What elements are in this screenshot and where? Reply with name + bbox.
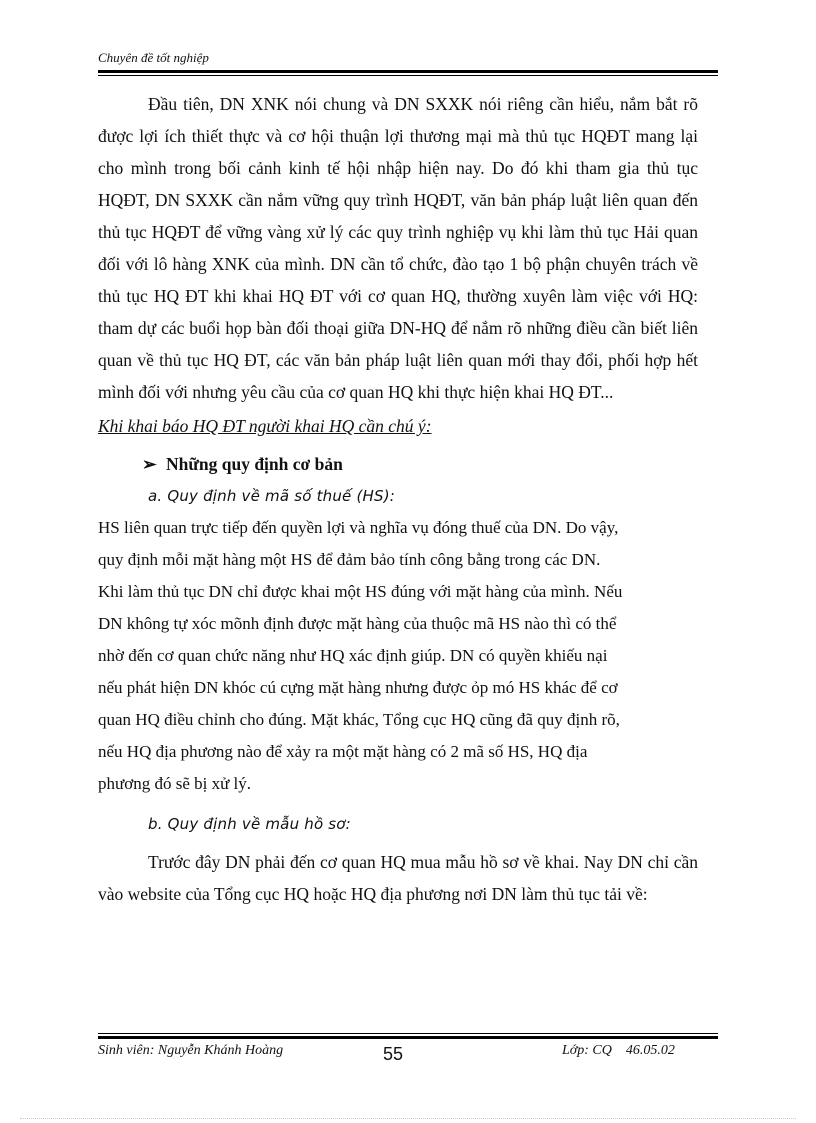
page-number: 55 bbox=[383, 1044, 404, 1064]
header-rule bbox=[98, 70, 718, 76]
note-heading: Khi khai báo HQ ĐT người khai HQ cần chú ý: bbox=[98, 416, 432, 436]
section-a-line: quy định mỗi mặt hàng một HS để đảm bảo tính công bằng trong các DN. bbox=[98, 550, 601, 569]
section-a-line: phương đó sẽ bị xử lý. bbox=[98, 774, 252, 793]
section-a-line: nhờ đến cơ quan chức năng như HQ xác định giúp. DN có quyền khiếu nại bbox=[98, 646, 608, 665]
section-a-line: HS liên quan trực tiếp đến quyền lợi và nghĩa vụ đóng thuế của DN. Do vậy, bbox=[98, 518, 619, 537]
section-a-line: quan HQ điều chỉnh cho đúng. Mặt khác, Tổng cục HQ cũng đã quy định rõ, bbox=[98, 710, 620, 729]
footer-rule bbox=[98, 1033, 718, 1039]
bullet-heading: Những quy định cơ bản bbox=[166, 454, 343, 474]
bullet-item bbox=[142, 448, 698, 480]
section-a-line: DN không tự xóc mõnh định được mặt hàng của thuộc mã HS nào thì có thể bbox=[98, 614, 617, 633]
header-title: Chuyên đề tốt nghiệp bbox=[98, 50, 209, 65]
footer-student: Sinh viên: Nguyễn Khánh Hoàng bbox=[98, 1043, 284, 1058]
section-a-line: nếu HQ địa phương nào để xảy ra một mặt hàng có 2 mã số HS, HQ địa bbox=[98, 742, 588, 761]
footer-class: Lớp: CQ 46.05.02 bbox=[562, 1043, 675, 1058]
body-text bbox=[98, 88, 698, 910]
section-b-paragraph: Trước đây DN phải đến cơ quan HQ mua mẫu hồ sơ về khai. Nay DN chỉ cần vào website của Tổng cục HQ hoặc HQ địa phương nơi DN làm thủ tục tải về: bbox=[98, 852, 698, 904]
intro-paragraph: Đầu tiên, DN XNK nói chung và DN SXXK nói riêng cần hiểu, nắm bắt rõ được lợi ích thiết thực và cơ hội thuận lợi thương mại mà thủ tục HQĐT mang lại cho mình trong bối cảnh kinh tế hội nhập hiện nay. Do đó khi tham gia thủ tục HQĐT, DN SXXK cần nắm vững quy trình HQĐT, văn bản pháp luật liên quan đến thủ tục HQĐT để vững vàng xử lý các quy trình nghiệp vụ khi làm thủ tục Hải quan đối với lô hàng XNK của mình. DN cần tổ chức, đào tạo 1 bộ phận chuyên trách về thủ tục HQ ĐT khi khai HQ ĐT với cơ quan HQ, thường xuyên làm việc với HQ: tham dự các buổi họp bàn đối thoại giữa DN-HQ để nắm rõ những điều cần biết liên quan về thủ tục HQ ĐT, các văn bản pháp luật liên quan mới thay đổi, phối hợp hết mình đối với nhưng yêu cầu của cơ quan HQ khi thực hiện khai HQ ĐT... bbox=[98, 94, 698, 402]
page-edge-divider bbox=[20, 1118, 796, 1119]
section-b-title: b. Quy định về mẫu hồ sơ: bbox=[148, 815, 351, 833]
section-a-line: Khi làm thủ tục DN chỉ được khai một HS đúng với mặt hàng của mình. Nếu bbox=[98, 582, 623, 601]
section-a-title: a. Quy định về mã số thuế (HS): bbox=[148, 487, 396, 505]
arrow-bullet-icon: ➢ bbox=[142, 454, 157, 474]
section-a-body bbox=[98, 512, 698, 800]
section-a-line: nếu phát hiện DN khóc cú cựng mặt hàng nhưng được ỏp mó HS khác để cơ bbox=[98, 678, 618, 697]
